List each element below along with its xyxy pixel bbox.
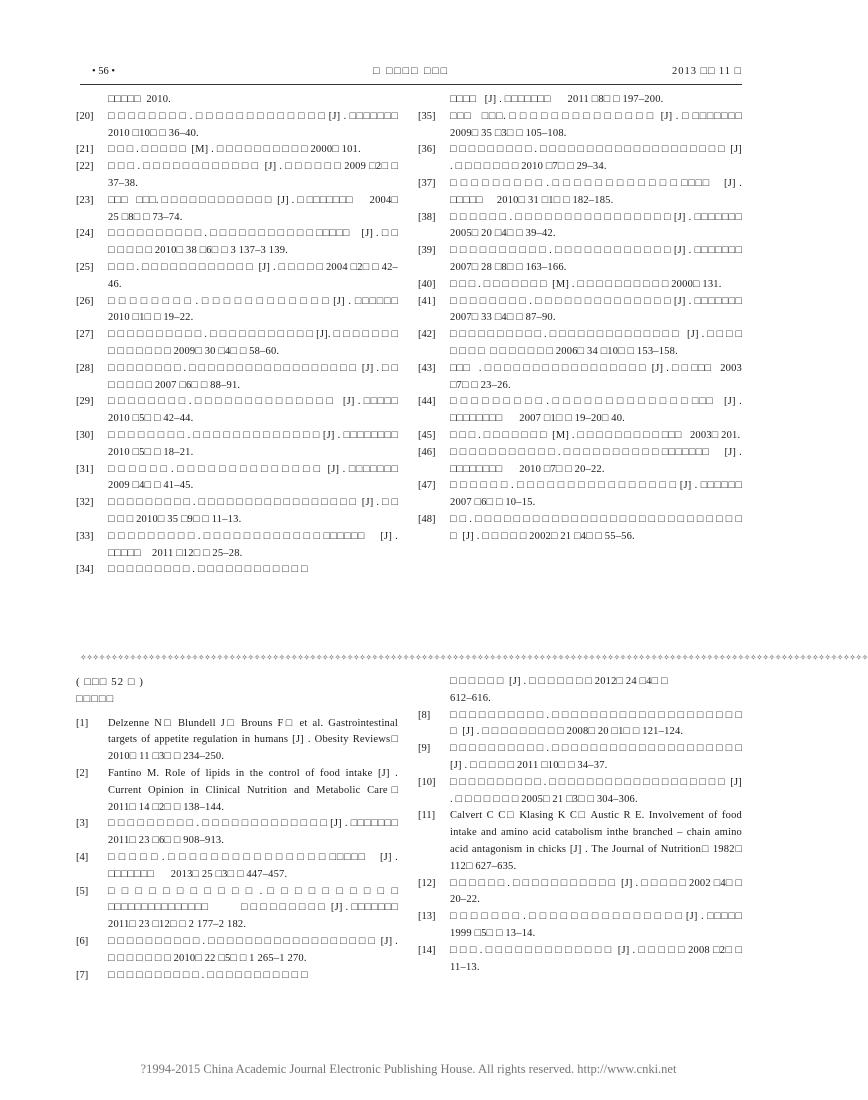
reference-number: [34] [76,564,94,576]
reference-number: [36] [418,144,436,156]
reference-text: □ □ □ . □ □ □ □ □ □ □ □ □ □ □ □ □ [J] . □ □ □ □ □ 2008 □2□ □ 11–13. [450,944,745,973]
reference-number: [27] [76,329,94,341]
reference-text: □ □ □ □ □ □ □ □ . □ □ □ □ □ □ □ □ □ □ □ □ □ [J] . □□□□□□□ 2010 □10□ □ 36–40. [108,110,415,139]
reference-item [76,193,401,227]
reference-item [418,277,742,294]
reference-number: [11] [418,810,436,822]
reference-item [76,428,415,462]
reference-number: [21] [76,144,94,156]
reference-item [418,943,745,977]
reference-text: □ □ □ □ □ □ □ □ □ . □ □ □ □ □ □ □ □ □ □ □ □ □ □ □ □ □ [J] . □ □ □ □ □ 2010□ 35 □9□ □ 11–13. [108,497,401,525]
page-number: • 56 • [92,66,116,77]
reference-number: [24] [76,228,94,240]
reference-number: [35] [418,110,436,122]
copyright-footer: ?1994-2015 China Academic Journal Electronic Publishing House. All rights reserved. http://www.cnki.net [140,1062,677,1076]
reference-item [76,142,398,159]
reference-number: [43] [418,362,436,374]
reference-text: Fantino M. Role of lipids in the control of food intake [J] . Current Opinion in Clinical Nutrition and Metabolic Care□ 2011□ 14 □2□ □ 138–144. [108,767,401,813]
reference-number: [48] [418,513,436,525]
reference-item [418,294,759,328]
reference-number: [44] [418,396,436,408]
reference-text: □ □ □ □ □ □ □ □ □ . □ □ □ □ □ □ □ □ □ □ □ □ □ □□□ [J] . □□□□□□□□ 2007 □1□ □ 19–20□ 40. [450,396,745,425]
reference-item [418,109,757,143]
reference-item [418,741,748,775]
reference-number: [39] [418,245,436,257]
reference-text: □ □ □ □ □ □ □ □ □ □ □ . □ □ □ □ □ □ □ □ □ □ □□□□□□□□□□□□□□□ □ □ □ □ □ □ □ □ □ [J] . □□□□□□□ 2011□ 23 □12□ □ 2 177–2 182. [108,885,415,931]
reference-number: [5] [76,885,89,897]
reference-text: □ □ □ . □ □ □ □ □ □ □ □ □ □ □ □ [J] . □ □ □ □ □ 2004 □2□ □ 42–46. [108,261,398,290]
reference-text: □ □ □ □ □ □ □ □ □ . □ □ □ □ □ □ □ □ □ □ □ □ □ □ □ □ □ □ □ □ [J] . □ □ □ □ □ □ □ 2010 □7□ □ 29–34. [450,144,745,173]
reference-item [418,909,759,943]
reference-item [76,226,401,260]
reference-item [76,495,401,529]
reference-continuation: □□□□ [J] . □□□□□□□ 2011 □8□ □ 197–200. [450,94,664,105]
reference-text: □ □ □ □ □ □ . □ □ □ □ □ □ □ □ □ □ □ [J] . □ □ □ □ □ 2002 □4□ □ 20–22. [450,877,745,906]
section-divider: ✧✧✧✧✧✧✧✧✧✧✧✧✧✧✧✧✧✧✧✧✧✧✧✧✧✧✧✧✧✧✧✧✧✧✧✧✧✧✧✧✧✧✧✧✧✧✧✧✧✧✧✧✧✧✧✧✧✧✧✧✧✧✧✧✧✧✧✧✧✧✧✧✧✧✧✧✧✧✧✧✧✧✧✧✧✧✧✧✧✧✧✧✧✧✧✧✧✧✧✧✧✧✧✧✧✧✧✧✧✧✧✧✧✧✧✧✧✧✧✧✧✧✧✧✧✧✧ [80,653,868,662]
reference-item [418,394,745,428]
reference-item [76,294,415,328]
reference-item [76,529,401,563]
reference-number: [47] [418,480,436,492]
reference-number: [30] [76,429,94,441]
journal-title: □ □□□□ □□□ [373,66,449,77]
reference-item [76,562,398,579]
reference-continuation: □□□□□ 2010. [108,94,171,105]
reference-item [418,428,742,445]
reference-text: □ □ □ □ □ □ □ □ □ □ . □ □ □ □ □ □ □ □ □ □ □ [J]. □ □ □ □ □ □ □ □ □ □ □ □ □ □ 2009□ 30 □4□ □ 58–60. [108,329,404,357]
reference-number: [23] [76,194,94,206]
reference-item [418,445,745,479]
reference-item [418,210,759,244]
reference-item [76,260,398,294]
reference-item [76,816,415,850]
reference-item [76,884,415,934]
reference-text: □ □ □ □ □ □ □ □ □ . □ □ □ □ □ □ □ □ □ □ □ □ □□□□ [J] . □□□□□ 2010□ 31 □1□ □ 182–185. [450,177,745,206]
reference-number: [28] [76,362,94,374]
reference-number: [26] [76,295,94,307]
reference-item [76,361,401,395]
reference-item [76,394,413,428]
reference-item [418,361,745,395]
reference-item [418,512,745,546]
bottom-left-column [76,674,415,984]
reference-item [76,766,401,816]
reference-text: □□□ . □ □ □ □ □ □ □ □ □ □ □ □ □ □ □ □ □ [J] . □ □ □□□ 2003 □7□ □ 23–26. [450,362,745,391]
top-left-column [76,92,415,579]
top-right-column [418,92,759,546]
reference-item [76,968,398,985]
reference-text: □ □ □ □ □ □ □ □ □ □ . □ □ □ □ □ □ □ □ □ □ □ □ □ □ [J] . □ □ □ □ □ □ □ □ □ □ □ □ □ □ □ 2006□ 34 □10□ □ 153–158. [450,329,745,357]
reference-number: [38] [418,211,436,223]
reference-text: □ □ □ □ □ □ □ □ □ □ . □ □ □ □ □ □ □ □ □ □ □ □ □ □ □ □ □ □ □ □ □ [J] . □ □ □ □ □ □ □ □ □ 2008□ 20 □1□ □ 121–124. [450,709,745,738]
reference-number: [29] [76,396,94,408]
reference-item [76,327,404,361]
reference-text: □ □ □ □ □ □ . □ □ □ □ □ □ □ □ □ □ □ □ □ □ □ □ [J] . □□□□□□ 2007 □6□ □ 10–15. [450,480,759,509]
reference-item [76,109,415,143]
reference-text: □ □ □ . □ □ □ □ □ □ □ [M] . □ □ □ □ □ □ □ □ □ □□□ 2003□ 201. [450,429,741,441]
reference-number: [6] [76,935,89,947]
page-header [80,66,742,82]
reference-number: [8] [418,709,431,721]
reference-number: [7] [76,969,89,981]
reference-item [418,327,745,361]
reference-text: □ □ □ □ □ □ □ □ . □ □ □ □ □ □ □ □ □ □ □ □ □ □ [J] . □□□□□ 2010 □5□ □ 42–44. [108,396,413,425]
reference-text: □□□ □□□. □ □ □ □ □ □ □ □ □ □ □ □ [J] . □ □□□□□□□ 2004□ 25 □8□ □ 73–74. [108,194,401,223]
reference-item [418,808,745,875]
reference-text: □ □ □ . □ □ □ □ □ □ □ □ □ □ □ □ [J] . □ □ □ □ □ □ 2009 □2□ □ 37–38. [108,161,401,189]
reference-number: [40] [418,278,436,290]
continued-from-note: ( □□□ 52 □ ) [76,676,144,688]
reference-number: [25] [76,261,94,273]
reference-text: □ □ □ □ □ □ □ □ □ . □ □ □ □ □ □ □ □ □ □ □ □ □□□□□□ [J] . □□□□□ 2011 □12□ □ 25–28. [108,530,401,559]
reference-text: Delzenne N□ Blundell J□ Brouns F□ et al. Gastrointestinal targets of appetite regulation in humans [J] . Obesity Reviews□ 2010□ 11 □3□ □ 234–250. [108,717,401,763]
reference-item [418,176,745,210]
reference-text: □ □ □ □ □ □ □ □ □ . □ □ □ □ □ □ □ □ □ □ □ □ [108,564,308,576]
reference-text: □ □ □ □ □ □ □ □ □ □ . □ □ □ □ □ □ □ □ □ □ □ □ □ □ □ □ □ □ □ [J] . □ □ □ □ □ □ □ 2005□ 21 □3□ □ 304–306. [450,776,745,805]
reference-text: □ □ □ □ □ □ □ □ □ □ . □ □ □ □ □ □ □ □ □ □ □ □ □ □ □ □ □ □ [J] . □ □ □ □ □ □ □ 2010□ 22 □5□ □ 1 265–1 270. [108,935,401,964]
reference-text: □ □ □ . □ □ □ □ □ □ □ [M] . □ □ □ □ □ □ □ □ □ □ 2000□ 131. [450,278,722,290]
reference-text: □ □ □ □ □ □ □ □ □ □ . □ □ □ □ □ □ □ □ □ □ □ [108,969,308,981]
reference-item [76,159,401,193]
reference-item [76,934,401,968]
reference-text: □ □ . □ □ □ □ □ □ □ □ □ □ □ □ □ □ □ □ □ □ □ □ □ □ □ □ □ □ □ □ □ [J] . □ □ □ □ □ 2002□ 21 □4□ □ 55–56. [450,513,745,542]
issue-date: 2013 □□ 11 □ [671,66,742,77]
reference-item [76,462,415,496]
reference-text: □ □ □ □ □ □ □ □ □ □ □ . □ □ □ □ □ □ □ □ □ □ □□□□□□□ [J] . □□□□□□□□ 2010 □7□ □ 20–22. [450,446,745,475]
reference-text: Calvert C C□ Klasing K C□ Austic R E. Involvement of food intake and amino acid catabolism inthe branched – chain amino acid antagonism in chicks [J] . The Journal of Nutrition□ 1982□ 112□ 627–635. [450,810,745,872]
reference-number: [37] [418,177,436,189]
reference-text: □ □ □ □ □ . □ □ □ □ □ □ □ □ □ □ □ □ □ □ □ □□□□□ [J] . □□□□□□□ 2013□ 25 □3□ □ 447–457. [108,851,401,880]
references-heading: □□□□□ [76,692,115,705]
header-rule [80,84,742,85]
reference-item [418,478,759,512]
reference-number: [12] [418,877,436,889]
reference-number: [4] [76,851,89,863]
reference-text: □ □ □ . □ □ □ □ □ [M] . □ □ □ □ □ □ □ □ □ □ 2000□ 101. [108,144,361,156]
reference-continuation: 612–616. [450,692,491,704]
reference-item [418,876,745,910]
reference-number: [45] [418,429,436,441]
reference-number: [42] [418,329,436,341]
reference-number: [14] [418,944,436,956]
reference-item [76,850,401,884]
reference-number: [41] [418,295,436,307]
reference-item [418,775,745,809]
reference-number: [22] [76,161,94,173]
reference-text: □ □ □ □ □ □ . □ □ □ □ □ □ □ □ □ □ □ □ □ □ [J] . □□□□□□□ 2009 □4□ □ 41–45. [108,463,415,492]
reference-number: [31] [76,463,94,475]
reference-item [76,716,401,766]
reference-text: □ □ □ □ □ □ □ □ □ □ . □ □ □ □ □ □ □ □ □ □ □ □ □ □ □ □ □ □ □ □ [J] . □ □ □ □ □ 2011 □10□ □ 34–37. [450,743,748,771]
reference-text: □ □ □ □ □ □ □ □ . □ □ □ □ □ □ □ □ □ □ □ □ [J] . □□□□□□ 2010 □1□ □ 19–22. [108,295,415,324]
reference-text: □ □ □ □ □ □ □ □ □ □ . □ □ □ □ □ □ □ □ □ □ □ □□□□□ [J] . □ □ □ □ □ □ □ 2010□ 38 □6□ □ 3 137–3 139. [108,228,401,257]
reference-text: □ □ □ □ □ □ □ □ . □ □ □ □ □ □ □ □ □ □ □ □ □ [J] . □□□□□□□□ 2010 □5□ □ 18–21. [108,429,415,458]
reference-number: [13] [418,911,436,923]
bottom-right-column [418,674,759,976]
reference-item [418,708,745,742]
reference-number: [46] [418,446,436,458]
reference-item [418,142,745,176]
reference-text: □ □ □ □ □ □ □ □ □ . □ □ □ □ □ □ □ □ □ □ □ □ □ [J] . □□□□□□□ 2011□ 23 □6□ □ 908–913. [108,818,415,847]
reference-text: □ □ □ □ □ □ □ □ □ □ . □ □ □ □ □ □ □ □ □ □ □ □ [J] . □□□□□□□ 2007□ 28 □8□ □ 163–166. [450,245,759,273]
reference-number: [33] [76,530,94,542]
reference-text: □□□ □□□. □ □ □ □ □ □ □ □ □ □ □ □ □ □ [J] . □ □□□□□□□ 2009□ 35 □3□ □ 105–108. [450,110,757,139]
reference-number: [32] [76,497,94,509]
reference-number: [2] [76,767,89,779]
reference-continuation: □ □ □ □ □ □ [J] . □ □ □ □ □ □ □ 2012□ 24 □4□ □ [450,676,668,687]
reference-number: [1] [76,717,89,729]
reference-number: [20] [76,110,94,122]
reference-number: [3] [76,818,89,830]
reference-text: □ □ □ □ □ □ □ . □ □ □ □ □ □ □ □ □ □ □ □ □ □ □ [J] . □□□□□ 1999 □5□ □ 13–14. [450,911,759,939]
reference-text: □ □ □ □ □ □ □ □ . □ □ □ □ □ □ □ □ □ □ □ □ □ □ □ □ □ □ [J] . □ □ □ □ □ □ □ 2007 □6□ □ 88–91. [108,362,401,391]
reference-number: [10] [418,776,436,788]
reference-text: □ □ □ □ □ □ □ □ . □ □ □ □ □ □ □ □ □ □ □ □ □ □ [J] . □□□□□□□ 2007□ 33 □4□ □ 87–90. [450,295,759,324]
reference-text: □ □ □ □ □ □ . □ □ □ □ □ □ □ □ □ □ □ □ □ □ □ □ [J] . □□□□□□□ 2005□ 20 □4□ □ 39–42. [450,211,759,240]
reference-number: [9] [418,743,431,755]
reference-item [418,243,759,277]
